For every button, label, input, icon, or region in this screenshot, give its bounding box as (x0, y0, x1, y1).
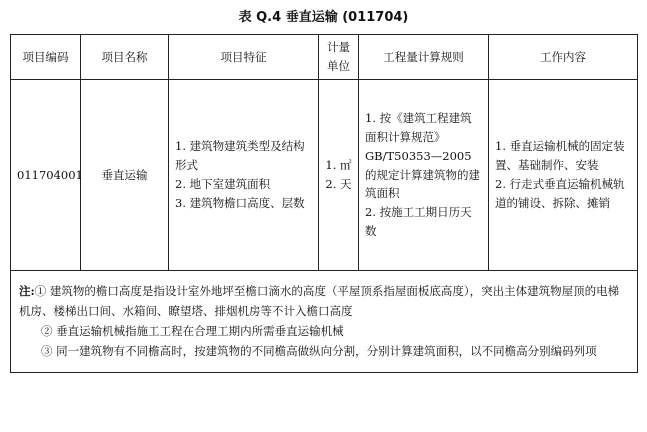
cell-name: 垂直运输 (81, 80, 169, 271)
table-title: 表 Q.4 垂直运输 (011704) (238, 10, 409, 25)
unit-item: 2. 天 (325, 177, 352, 191)
rule-item: 1. 按《建筑工程建筑面积计算规范》GB/T50353—2005 的规定计算建筑物的建筑面积 (365, 110, 480, 201)
header-work: 工作内容 (489, 35, 638, 80)
notes-label: 注: (19, 284, 35, 298)
cell-rules (359, 80, 489, 271)
feature-item: 1. 建筑物建筑类型及结构形式 (175, 139, 305, 173)
cell-work (489, 80, 638, 271)
notes-cell (11, 271, 638, 373)
feature-item: 2. 地下室建筑面积 (175, 177, 271, 191)
cell-code: 011704001 (11, 80, 81, 271)
rule-item: 2. 按施工工期日历天数 (365, 205, 472, 239)
note-item (19, 281, 629, 321)
work-item: 1. 垂直运输机械的固定装置、基础制作、安装 (495, 139, 625, 173)
work-item: 2. 行走式垂直运输机械轨道的铺设、拆除、摊销 (495, 177, 625, 210)
header-row (11, 35, 638, 80)
note-item: ② 垂直运输机械指施工工程在合理工期内所需垂直运输机械 (41, 324, 344, 339)
header-rules: 工程量计算规则 (359, 35, 489, 80)
unit-item: 1. ㎡ (325, 158, 352, 173)
header-features: 项目特征 (169, 35, 319, 80)
cell-unit (319, 80, 359, 271)
header-code: 项目编码 (11, 35, 81, 80)
table-row (11, 80, 638, 271)
spec-table (10, 34, 638, 373)
header-name: 项目名称 (81, 35, 169, 80)
note-item: ③ 同一建筑物有不同檐高时，按建筑物的不同檐高做纵向分割，分别计算建筑面积，以不同檐高分别编码列项 (41, 344, 597, 359)
notes-row (11, 271, 638, 373)
note-text: ① 建筑物的檐口高度是指设计室外地坪至檐口滴水的高度（平屋顶系指屋面板底高度），突出主体建筑物屋顶的电梯机房、楼梯出口间、水箱间、瞭望塔、排烟机房等不计入檐口高度 (19, 284, 620, 319)
feature-item: 3. 建筑物檐口高度、层数 (175, 195, 305, 210)
cell-features (169, 80, 319, 271)
header-unit: 计量单位 (319, 35, 359, 80)
